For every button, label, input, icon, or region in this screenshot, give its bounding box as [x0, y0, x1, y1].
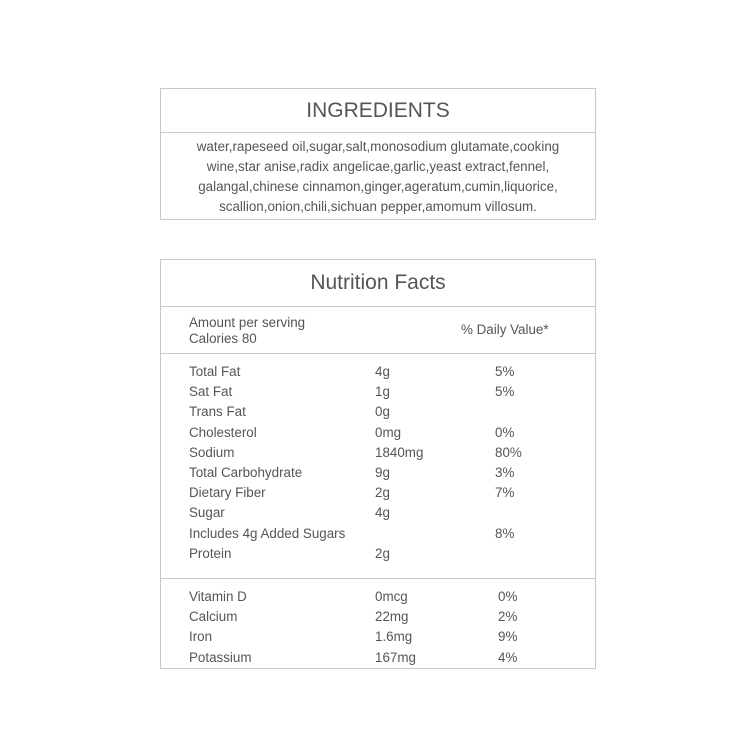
- vitamin-row: [161, 627, 595, 647]
- nutrient-dv: 80%: [495, 444, 522, 460]
- nutrient-name: Sodium: [189, 444, 235, 460]
- amount-per-serving-label: Amount per serving: [189, 315, 306, 330]
- vitamin-row: [161, 607, 595, 627]
- vitamin-name: Calcium: [189, 609, 238, 625]
- nutrient-row: [161, 382, 595, 402]
- ingredients-line: water,rapeseed oil,sugar,salt,monosodium glutamate,cooking: [196, 139, 560, 154]
- calories-label: Calories 80: [189, 331, 257, 346]
- ingredients-line: galangal,chinese cinnamon,ginger,ageratum,cumin,liquorice,: [198, 179, 558, 194]
- vitamin-amount: 22mg: [375, 609, 409, 625]
- ingredients-line: wine,star anise,radix angelicae,garlic,yeast extract,fennel,: [206, 159, 550, 174]
- nutrient-row: [161, 483, 595, 503]
- nutrient-name: Cholesterol: [189, 424, 257, 440]
- vitamin-amount: 0mcg: [375, 589, 408, 604]
- serving-amount: [189, 315, 305, 347]
- nutrient-row: [161, 503, 595, 523]
- nutrients-section: [161, 354, 595, 579]
- nutrient-amount: 2g: [375, 545, 390, 561]
- vitamin-dv: 9%: [498, 629, 518, 645]
- nutrient-row: [161, 463, 595, 483]
- vitamin-dv: 4%: [498, 649, 518, 665]
- nutrient-row: [161, 423, 595, 443]
- nutrient-dv: 3%: [495, 464, 515, 480]
- vitamin-dv: 0%: [498, 589, 518, 604]
- nutrient-row: [161, 544, 595, 564]
- nutrient-amount: 2g: [375, 485, 390, 501]
- nutrient-amount: 1g: [375, 384, 390, 400]
- nutrient-row: [161, 524, 595, 544]
- nutrient-name: Sugar: [189, 505, 225, 521]
- nutrient-name: Includes 4g Added Sugars: [189, 525, 346, 541]
- nutrient-dv: 5%: [495, 384, 515, 400]
- nutrient-name: Total Carbohydrate: [189, 464, 303, 480]
- nutrient-name: Dietary Fiber: [189, 485, 266, 501]
- vitamins-section: [161, 579, 595, 668]
- ingredients-list: [161, 133, 595, 217]
- nutrient-name: Sat Fat: [189, 384, 233, 400]
- vitamin-name: Iron: [189, 629, 213, 645]
- nutrient-amount: 4g: [375, 364, 390, 379]
- vitamin-row: [161, 587, 595, 607]
- ingredients-line: scallion,onion,chili,sichuan pepper,amomum villosum.: [219, 199, 537, 214]
- nutrient-name: Trans Fat: [189, 404, 246, 420]
- daily-value-header: % Daily Value*: [461, 322, 549, 337]
- nutrient-amount: 4g: [375, 505, 390, 521]
- nutrient-dv: 0%: [495, 424, 515, 440]
- nutrient-dv: 5%: [495, 364, 515, 379]
- vitamin-dv: 2%: [498, 609, 518, 625]
- nutrient-amount: 0g: [375, 404, 390, 420]
- vitamin-name: Potassium: [189, 649, 252, 665]
- nutrient-amount: 9g: [375, 464, 390, 480]
- vitamin-amount: 167mg: [375, 649, 416, 665]
- ingredients-title: INGREDIENTS: [161, 89, 595, 133]
- vitamin-amount: 1.6mg: [375, 629, 413, 645]
- ingredients-panel: [160, 88, 596, 220]
- nutrition-facts-panel: [160, 259, 596, 669]
- nutrient-amount: 0mg: [375, 424, 402, 440]
- vitamin-row: [161, 648, 595, 668]
- nutrient-row: [161, 402, 595, 422]
- vitamin-name: Vitamin D: [189, 589, 247, 604]
- nutrient-name: Total Fat: [189, 364, 241, 379]
- nutrient-amount: 1840mg: [375, 444, 424, 460]
- nutrient-dv: 7%: [495, 485, 515, 501]
- nutrition-title: Nutrition Facts: [161, 260, 595, 307]
- nutrient-dv: 8%: [495, 525, 515, 541]
- nutrient-row: [161, 443, 595, 463]
- nutrient-row: [161, 362, 595, 382]
- nutrient-name: Protein: [189, 545, 232, 561]
- serving-info: [161, 307, 595, 354]
